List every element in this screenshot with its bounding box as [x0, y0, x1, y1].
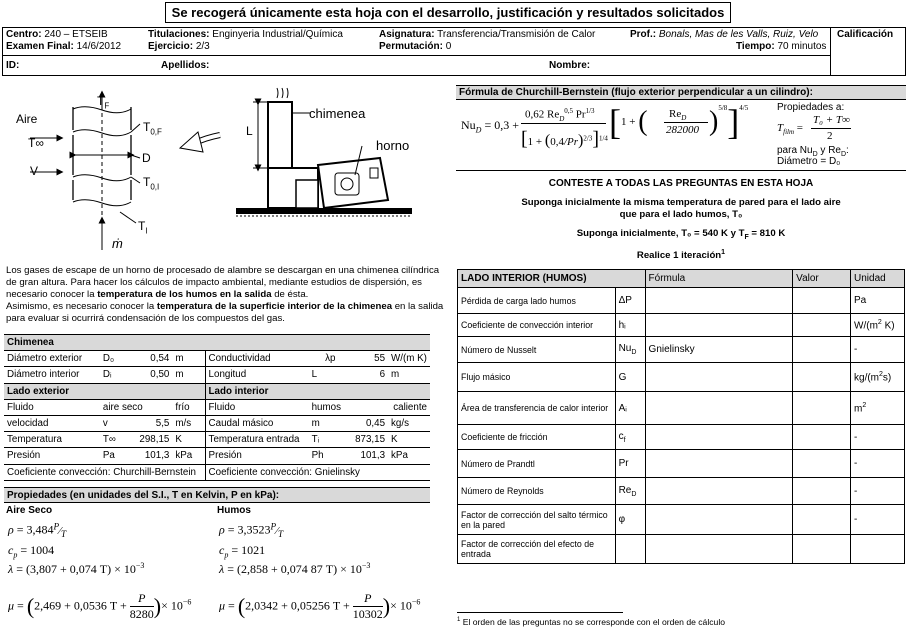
table-row: Diámetro interior Dᵢ 0,50 m Longitud L 6 m [4, 367, 430, 383]
value-cell[interactable] [793, 363, 851, 392]
formula-cell[interactable] [645, 314, 793, 337]
table-row [458, 535, 905, 564]
value-cell[interactable] [793, 478, 851, 505]
churchill-den: $[1 + (0,4/Pr)^{2/3}]^{1/4}$ [521, 128, 608, 150]
row-label: Factor de corrección del efecto de entrada [458, 535, 616, 564]
churchill-formula: $Nu_D = 0,3$ + [461, 118, 519, 135]
chimenea-label: chimenea [309, 106, 366, 121]
row-symbol [615, 535, 645, 564]
ti-label: $T_I$ [138, 219, 148, 236]
row-label: Pérdida de carga lado humos [458, 288, 616, 314]
horno-label: horno [376, 138, 410, 153]
chimenea-head: Chimenea [4, 335, 430, 351]
table-row: Coeficiente convección: Churchill-Bernstein Coeficiente convección: Gnielinsky [4, 464, 430, 480]
formula-cell[interactable] [645, 478, 793, 505]
table-row [458, 288, 905, 314]
unit-cell: - [851, 505, 905, 535]
table-row [458, 450, 905, 478]
id-label: ID: [6, 60, 20, 71]
tf-label: $T_F$ [97, 94, 110, 111]
unit-cell: $W/(m^2$ K) [851, 314, 905, 337]
fraction-bar [811, 128, 851, 129]
unit-cell: - [851, 425, 905, 450]
lado-exterior-head: Lado exterior [4, 383, 205, 399]
formula-cell[interactable] [645, 505, 793, 535]
asignatura: Asignatura: Transferencia/Transmisión de Calor [379, 29, 596, 40]
row-symbol: ΔP [615, 288, 645, 314]
footnote: $^1$ El orden de las preguntas no se corresponde con el orden de cálculo [457, 617, 726, 627]
table-row: Fluido aire seco frío Fluido humos caliente [4, 399, 430, 415]
exam-header [2, 27, 906, 76]
fraction-bar [664, 122, 708, 123]
examen: Examen Final: 14/6/2012 [6, 41, 122, 52]
v-label: V [30, 164, 39, 178]
value-cell[interactable] [793, 535, 851, 564]
churchill-bracket: [1 + ( [609, 102, 648, 142]
row-label: Coeficiente de fricción [458, 425, 616, 450]
lado-interior-table: LADO INTERIOR (HUMOS) Fórmula Valor Unidad Pérdida de carga lado humos ΔP Pa Coeficiente de convección interior hᵢ $W/(m^2$ K) Número de Nusselt $Nu_D$ Gnielinsky - Flujo másico G $kg/(m^2s)$ Área de transferencia de calor interior Aᵢ $m^2$ Coeficiente de fricción $c_f$ - Número de Prandtl Pr - Número de Reynolds $Re_D$ - Factor de corrección del salto térmico en la pared φ - Factor de corrección del efecto de entrada [457, 269, 905, 564]
humos-rho-eq: $\rho = 3,3523^P⁄_T$ [219, 521, 284, 539]
header-divider [3, 55, 830, 56]
formula-cell[interactable] [645, 392, 793, 425]
formula-cell[interactable]: Gnielinsky [645, 337, 793, 363]
row-label: Área de transferencia de calor interior [458, 392, 616, 425]
instruction-3: que para el lado humos, T₀ [619, 209, 743, 220]
formula-cell[interactable] [645, 450, 793, 478]
re-ratio-num: $Re_D$ [669, 108, 687, 123]
profesores: Prof.: Bonals, Mas de les Valls, Ruiz, Velo [630, 29, 819, 40]
unit-cell: Pa [851, 288, 905, 314]
instruction-4: Suponga inicialmente, T₀ = 540 K y $T_F = 810$ K [576, 228, 786, 241]
row-symbol: φ [615, 505, 645, 535]
row-label: Número de Reynolds [458, 478, 616, 505]
row-symbol: $c_f$ [615, 425, 645, 450]
value-cell[interactable] [793, 505, 851, 535]
row-symbol: hᵢ [615, 314, 645, 337]
table-row: Temperatura T∞ 298,15 K Temperatura entrada Tᵢ 873,15 K [4, 432, 430, 448]
row-label: Coeficiente de convección interior [458, 314, 616, 337]
unit-cell: $kg/(m^2s)$ [851, 363, 905, 392]
aire-seco-title: Aire Seco [6, 505, 53, 516]
aire-lambda-eq: λ = (3,807 + 0,074 $T) \times 10^{-3}$ [8, 561, 145, 576]
apellidos-label: Apellidos: [161, 60, 210, 71]
ejercicio: Ejercicio: 2/3 [148, 41, 210, 52]
value-cell[interactable] [793, 425, 851, 450]
nombre-label: Nombre: [549, 60, 591, 71]
props-head: Propiedades (en unidades del S.I., T en Kelvin, P en kPa): [4, 487, 430, 503]
titulaciones: Titulaciones: Enginyeria Industrial/Química [148, 29, 343, 40]
unit-cell: - [851, 478, 905, 505]
churchill-head: Fórmula de Churchill-Bernstein (flujo exterior perpendicular a un cilindro): [456, 85, 906, 100]
churchill-bracket-close: )$^{5/8}$]$^{4/5}$ [709, 102, 749, 142]
value-cell[interactable] [793, 392, 851, 425]
table-row [458, 478, 905, 505]
instruction-1: CONTESTE A TODAS LAS PREGUNTAS EN ESTA HOJA [548, 178, 814, 189]
t0i-label: $T_{0,I}$ [143, 175, 160, 192]
table-row [458, 425, 905, 450]
aire-cp-eq: $c_p = 1004$ [8, 543, 55, 560]
table-row [458, 337, 905, 363]
row-symbol: $Re_D$ [615, 478, 645, 505]
formula-cell[interactable] [645, 363, 793, 392]
tiempo: Tiempo: 70 minutos [736, 41, 827, 52]
table-row [458, 392, 905, 425]
t0f-label: $T_{0,F}$ [143, 120, 162, 137]
humos-cp-eq: $c_p = 1021$ [219, 543, 266, 560]
aire-label: Aire [16, 112, 38, 126]
unit-cell: - [851, 450, 905, 478]
permutacion: Permutación: 0 [379, 41, 452, 52]
l-label: L [246, 124, 253, 138]
tfilm-label: $T_{film}$ = [777, 122, 803, 137]
row-label: Flujo másico [458, 363, 616, 392]
chimenea-data-table [4, 334, 430, 481]
tfilm-num: T₀ + T∞ [813, 114, 850, 126]
unit-cell: - [851, 337, 905, 363]
problem-statement: Los gases de escape de un horno de procesado de alambre se descargan en una chimenea cilíndrica de gran altura. Para hacer los cálculos de impacto ambiental, mediante estudios de dispersión, es necesario conocer la temperatura de los humos en la salida de ésta. Asimismo, es necesario conocer la temperatura de la superficie interior de la chimenea en la salida para evaluar si ocurrirá condensación de los compuestos del gas. [6, 265, 444, 325]
chimney-diagram [0, 80, 450, 260]
table-row [458, 314, 905, 337]
row-symbol: $Nu_D$ [615, 337, 645, 363]
formula-cell[interactable] [645, 288, 793, 314]
humos-title: Humos [217, 505, 251, 516]
row-label: Número de Prandtl [458, 450, 616, 478]
formula-cell[interactable] [645, 425, 793, 450]
value-cell[interactable] [793, 314, 851, 337]
props-at-label: Propiedades a: [777, 102, 845, 113]
mdot-label: ṁ [112, 236, 123, 251]
tfilm-den: 2 [827, 130, 833, 142]
humos-lambda-eq: λ = (2,858 + 0,074 87 $T) \times 10^{-3}$ [219, 561, 371, 576]
row-label: Factor de corrección del salto térmico en la pared [458, 505, 616, 535]
calificacion-label: Calificación [837, 29, 894, 40]
t-inf-label: T∞ [28, 136, 44, 150]
aire-rho-eq: $\rho = 3,484^P⁄_T$ [8, 521, 67, 539]
table-row: Presión Pa 101,3 kPa Presión Ph 101,3 kPa [4, 448, 430, 464]
page-title: Se recogerá únicamente esta hoja con el desarrollo, justificación y resultados solicitados [165, 2, 731, 23]
centro: Centro: 240 – ETSEIB [6, 29, 108, 40]
churchill-num: 0,62 $Re_D^{0,5}$ $Pr^{1/3}$ [525, 107, 595, 123]
row-symbol: Pr [615, 450, 645, 478]
fraction-bar [521, 123, 606, 124]
re-ratio-den: 282000 [666, 124, 699, 136]
humos-mu-eq: μ = (2,0342 + 0,05256 T + $\frac{P}{10302}$ )× $10^{-6}$ [219, 591, 421, 621]
instruction-5: Realice 1 iteración$^1$ [636, 249, 726, 262]
table-row [458, 363, 905, 392]
lado-interior-head: Lado interior [205, 383, 430, 399]
value-cell[interactable] [793, 450, 851, 478]
row-symbol: Aᵢ [615, 392, 645, 425]
row-label: Número de Nusselt [458, 337, 616, 363]
d-label: D [142, 151, 151, 165]
footnote-rule [457, 612, 623, 613]
table-row [458, 505, 905, 535]
table-row: Diámetro exterior D₀ 0,54 m Conductividad λp 55 W/(m K) [4, 351, 430, 367]
value-cell[interactable] [793, 288, 851, 314]
value-cell[interactable] [793, 337, 851, 363]
unit-cell [851, 535, 905, 564]
formula-cell[interactable] [645, 535, 793, 564]
instruction-2: Suponga inicialmente la misma temperatura de pared para el lado aire [521, 197, 841, 208]
para-label: para $Nu_D$ y $Re_D$: [777, 145, 849, 158]
unit-cell: $m^2$ [851, 392, 905, 425]
row-symbol: G [615, 363, 645, 392]
table-row: velocidad v 5,5 m/s Caudal másico m 0,45 kg/s [4, 415, 430, 431]
header-divider [830, 28, 831, 75]
diametro-label: Diámetro = D₀ [777, 156, 841, 167]
divider [456, 170, 906, 171]
aire-mu-eq: μ = (2,469 + 0,0536 T + $\frac{P}{8280}$ )× $10^{-6}$ [8, 591, 192, 621]
